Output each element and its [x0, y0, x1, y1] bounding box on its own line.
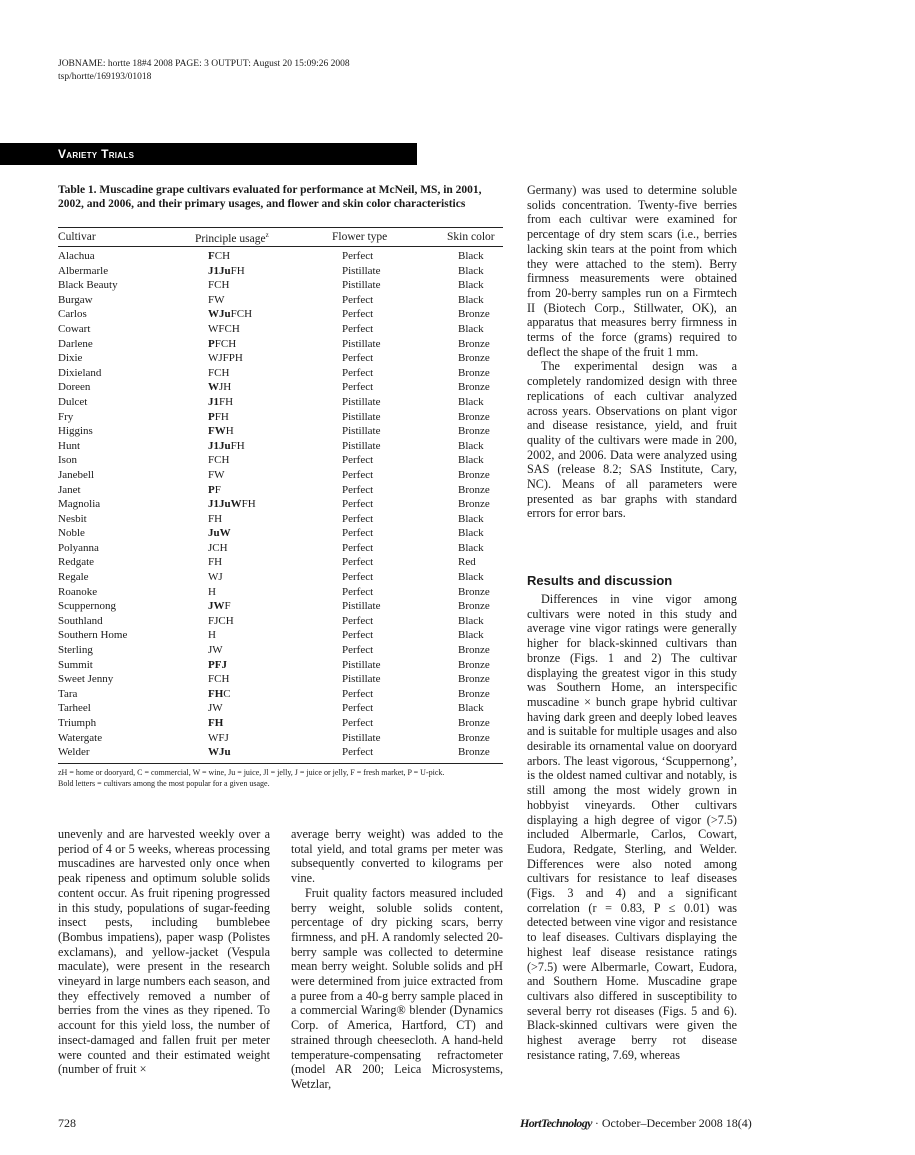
cell-skin: Bronze	[458, 644, 490, 657]
cell-cultivar: Janet	[58, 483, 81, 496]
header-usage: Principle usage$^z$	[195, 231, 269, 245]
cell-flower: Pistillate	[342, 600, 381, 613]
table-row	[58, 599, 503, 614]
cell-usage	[208, 453, 229, 468]
cell-flower: Perfect	[342, 483, 374, 496]
cell-usage	[208, 395, 233, 410]
paragraph: Fruit quality factors measured included berry weight, soluble solids content, percentage of dry picking scars, berry firmness, and pH. A randomly selected 20-berry sample was collected to determine mean berry weight. Soluble solids and pH were determined from juice extracted from a puree from a 40-g berry sample placed in a commercial Waring® blender (Dynamics Corp. of America, Hartford, CT) and strained through cheesecloth. A hand-held temperature-compensating refractometer (model AR 200; Leica Microsystems, Wetzlar,	[291, 885, 503, 1091]
cell-skin: Black	[458, 322, 484, 335]
cell-usage	[208, 439, 245, 454]
usage-bold: WJu	[208, 746, 231, 759]
cell-skin: Bronze	[458, 410, 490, 423]
cell-cultivar: Alachua	[58, 250, 95, 262]
cell-skin: Bronze	[458, 731, 490, 744]
cell-usage	[208, 307, 252, 322]
cell-usage	[208, 672, 229, 687]
cell-flower: Pistillate	[342, 395, 381, 408]
cell-usage	[208, 658, 227, 673]
cell-usage	[208, 278, 229, 293]
cell-skin: Bronze	[458, 468, 490, 481]
body-column-3-bottom	[527, 592, 737, 1063]
table-footnote	[58, 767, 508, 789]
table-header-rule	[58, 246, 503, 247]
cell-skin: Bronze	[458, 585, 490, 598]
cell-flower: Perfect	[342, 585, 374, 598]
cell-cultivar: Sweet Jenny	[58, 673, 114, 686]
cell-flower: Perfect	[342, 468, 374, 481]
usage-rest: H	[208, 629, 216, 642]
cell-usage	[208, 264, 245, 279]
table-row	[58, 512, 503, 527]
cell-usage	[208, 731, 229, 746]
usage-bold: J1JuW	[208, 498, 242, 511]
cell-flower: Pistillate	[342, 731, 381, 744]
table-row	[58, 293, 503, 308]
cell-flower: Pistillate	[342, 264, 381, 277]
journal-brand: HortTechnology	[520, 1116, 592, 1130]
usage-rest: FCH	[208, 366, 230, 379]
section-heading: Results and discussion	[527, 573, 673, 588]
cell-skin: Black	[458, 439, 484, 452]
cell-usage	[208, 614, 234, 629]
cell-flower: Perfect	[342, 293, 374, 306]
usage-bold: F	[208, 250, 215, 262]
header-skin: Skin color	[447, 231, 495, 243]
usage-rest: FH	[208, 556, 223, 569]
cell-cultivar: Doreen	[58, 381, 91, 394]
cell-skin: Bronze	[458, 600, 490, 613]
cell-flower: Perfect	[342, 512, 374, 525]
cell-flower: Pistillate	[342, 337, 381, 350]
cell-usage	[208, 351, 243, 366]
usage-bold: WJu	[208, 308, 231, 321]
cell-flower: Perfect	[342, 352, 374, 365]
usage-rest: JH	[219, 381, 232, 394]
cell-flower: Pistillate	[342, 658, 381, 671]
footnote-bold: Bold letters = cultivars among the most popular for a given usage.	[58, 779, 270, 788]
cell-usage	[208, 701, 223, 716]
cell-flower: Pistillate	[342, 425, 381, 438]
usage-rest: JW	[208, 644, 223, 657]
table-row	[58, 307, 503, 322]
cell-skin: Bronze	[458, 366, 490, 379]
table-row	[58, 628, 503, 643]
table-row	[58, 322, 503, 337]
cell-cultivar: Burgaw	[58, 293, 93, 306]
cell-usage	[208, 628, 216, 643]
cell-cultivar: Tarheel	[58, 702, 91, 715]
body-column-3-top	[527, 183, 737, 521]
cell-usage	[208, 322, 240, 337]
usage-rest: FCH	[230, 308, 253, 321]
cell-cultivar: Nesbit	[58, 512, 87, 525]
cell-cultivar: Janebell	[58, 468, 95, 481]
cell-flower: Perfect	[342, 614, 374, 627]
cell-usage	[208, 716, 223, 731]
table-row	[58, 380, 503, 395]
cell-flower: Perfect	[342, 556, 374, 569]
table-row	[58, 351, 503, 366]
table-row	[58, 410, 503, 425]
job-line: JOBNAME: hortte 18#4 2008 PAGE: 3 OUTPUT: August 20 15:09:26 2008	[58, 59, 350, 69]
cell-usage	[208, 526, 231, 541]
usage-bold: P	[208, 483, 215, 496]
table-row	[58, 337, 503, 352]
usage-bold: FW	[208, 425, 226, 438]
cell-usage	[208, 366, 229, 381]
usage-rest: FH	[230, 439, 245, 452]
cell-skin: Black	[458, 541, 484, 554]
cell-flower: Perfect	[342, 454, 374, 467]
table-top-rule	[58, 227, 503, 228]
usage-rest: FCH	[214, 337, 237, 350]
cell-skin: Black	[458, 512, 484, 525]
cell-skin: Bronze	[458, 425, 490, 438]
cell-skin: Bronze	[458, 717, 490, 729]
cell-cultivar: Fry	[58, 410, 74, 423]
table-row	[58, 672, 503, 687]
cell-skin: Bronze	[458, 673, 490, 686]
table-row	[58, 424, 503, 439]
table-row	[58, 366, 503, 381]
usage-rest: F	[224, 600, 231, 613]
cell-flower: Pistillate	[342, 279, 381, 292]
footnote-abbrev: zH = home or dooryard, C = commercial, W = wine, Ju = juice, Jl = jelly, J = juice or jelly, F = fresh market, P = U-pick.	[58, 768, 445, 777]
table-row	[58, 658, 503, 673]
cell-skin: Bronze	[458, 381, 490, 394]
body-column-1	[58, 827, 270, 1077]
cell-flower: Perfect	[342, 644, 374, 657]
usage-rest: FW	[208, 293, 225, 306]
usage-rest: FH	[230, 264, 245, 277]
table-row	[58, 439, 503, 454]
cell-cultivar: Dulcet	[58, 395, 88, 408]
table-row	[58, 541, 503, 556]
cell-usage	[208, 585, 216, 600]
cell-cultivar: Sterling	[58, 644, 93, 657]
usage-bold: J1	[208, 395, 219, 408]
table-row	[58, 453, 503, 468]
table-row	[58, 395, 503, 410]
cell-skin: Bronze	[458, 337, 490, 350]
cell-skin: Black	[458, 614, 484, 627]
cell-skin: Bronze	[458, 483, 490, 496]
cell-usage	[208, 570, 223, 585]
usage-rest: FH	[219, 395, 234, 408]
table-caption: Table 1. Muscadine grape cultivars evaluated for performance at McNeil, MS, in 2001, 2002, and 2006, and their primary usages, and flower and skin color characteristics	[58, 184, 482, 210]
cell-skin: Black	[458, 702, 484, 715]
cell-cultivar: Regale	[58, 571, 89, 584]
cell-skin: Black	[458, 264, 484, 277]
table-row	[58, 687, 503, 702]
cell-cultivar: Welder	[58, 746, 90, 759]
cell-flower: Perfect	[342, 322, 374, 335]
cell-skin: Black	[458, 395, 484, 408]
cell-flower: Perfect	[342, 527, 374, 540]
cell-cultivar: Noble	[58, 527, 85, 540]
table-row	[58, 731, 503, 746]
usage-rest: FW	[208, 468, 225, 481]
cell-usage	[208, 468, 225, 483]
cell-skin: Black	[458, 250, 484, 262]
usage-bold: FH	[208, 717, 224, 729]
usage-bold: JuW	[208, 527, 231, 540]
cell-flower: Perfect	[342, 687, 374, 700]
usage-bold: P	[208, 410, 215, 423]
table-row	[58, 278, 503, 293]
cell-cultivar: Magnolia	[58, 498, 101, 511]
cell-flower: Perfect	[342, 629, 374, 642]
table-row	[58, 555, 503, 570]
journal-issue: · October–December 2008 18(4)	[591, 1116, 752, 1130]
paragraph: Germany) was used to determine soluble solids concentration. Twenty-five berries from each cultivar were examined for percentage of dry stem scars (i.e., berries lacking skin tears at the point from which they were attached to the stem). Berry firmness measurements were obtained from 20-berry samples run on a Firmtech II (Biotech Corp., Stillwater, OK), an apparatus that measures berry firmness in terms of the force (grams) required to deflect the shape of the fruit 1 mm.	[527, 183, 737, 359]
usage-rest: WFJ	[208, 731, 229, 744]
cell-cultivar: Polyanna	[58, 541, 99, 554]
cell-usage	[208, 745, 231, 760]
usage-bold: FH	[208, 687, 224, 700]
cell-usage	[208, 483, 221, 498]
cell-cultivar: Cowart	[58, 322, 91, 335]
cell-flower: Pistillate	[342, 673, 381, 686]
page-number: 728	[58, 1116, 76, 1130]
cell-cultivar: Roanoke	[58, 585, 98, 598]
cell-usage	[208, 687, 231, 702]
usage-rest: H	[225, 425, 234, 438]
cell-cultivar: Watergate	[58, 731, 103, 744]
cell-usage	[208, 643, 223, 658]
usage-rest: FJCH	[208, 614, 234, 627]
cell-flower: Perfect	[342, 498, 374, 511]
cell-cultivar: Carlos	[58, 308, 87, 321]
usage-rest: JCH	[208, 541, 228, 554]
cell-usage	[208, 249, 230, 264]
usage-bold: P	[208, 337, 215, 350]
cell-flower: Perfect	[342, 717, 374, 729]
table-row	[58, 716, 503, 731]
table-row	[58, 468, 503, 483]
cell-flower: Perfect	[342, 571, 374, 584]
cell-cultivar: Scuppernong	[58, 600, 117, 613]
usage-bold: J1Ju	[208, 264, 231, 277]
usage-rest: C	[223, 687, 231, 700]
cell-usage	[208, 424, 234, 439]
table-row	[58, 701, 503, 716]
table-row	[58, 249, 503, 264]
cell-skin: Bronze	[458, 352, 490, 365]
cell-flower: Perfect	[342, 541, 374, 554]
cell-usage	[208, 599, 231, 614]
header-flower: Flower type	[332, 231, 388, 243]
cell-flower: Pistillate	[342, 439, 381, 452]
usage-rest: FCH	[208, 279, 230, 292]
cell-usage	[208, 497, 256, 512]
cell-usage	[208, 337, 236, 352]
cell-cultivar: Hunt	[58, 439, 80, 452]
body-column-2	[291, 827, 503, 1092]
cell-usage	[208, 555, 222, 570]
table-body	[58, 249, 503, 760]
cell-skin: Black	[458, 293, 484, 306]
table-row	[58, 585, 503, 600]
usage-rest: FCH	[208, 673, 230, 686]
cell-usage	[208, 380, 231, 395]
table-bottom-rule	[58, 763, 503, 764]
cell-skin: Bronze	[458, 498, 490, 511]
paragraph: average berry weight) was added to the total yield, and total grams per meter was subsequently converted to kilograms per vine.	[291, 827, 503, 886]
usage-rest: FCH	[208, 454, 230, 467]
cell-flower: Perfect	[342, 250, 374, 262]
paragraph: Differences in vine vigor among cultivars were noted in this study and average vine vigor ratings were generally higher for black-skinned cultivars than bronze (Figs. 1 and 2) The cultivar displaying the greatest vigor in this study was Southern Home, an interspecific muscadine × bunch grape hybrid cultivar having dark green and deeply lobed leaves and is suitable for multiple usages and also desirable its ornamental value on dooryard arbors. The least vigorous, ‘Scuppernong’, is the oldest named cultivar and notably, is still among the most widely grown in hobbyist vineyards. Other cultivars displaying a high degree of vigor (>7.5) included Albermarle, Carlos, Cowart, Eudora, Redgate, Sterling, and Welder. Differences were also noted among cultivars for resistance to leaf diseases (Figs. 3 and 4) and a significant correlation (r = 0.83, P ≤ 0.01) was detected between vine vigor and resistance to leaf diseases. Cultivars displaying the highest leaf disease resistance ratings (>7.5) were Albermarle, Cowart, Eudora, and Southern Home. Muscadine grape cultivars also differed in susceptibility to several berry rot diseases (Figs. 5 and 6). Black-skinned cultivars were given the highest average berry rot disease resistance rating, 7.69, whereas	[527, 592, 737, 1062]
usage-rest: F	[214, 483, 221, 496]
paragraph: The experimental design was a completely randomized design with three replications of each cultivar analyzed across years. Observations on plant vigor and disease resistance, yield, and fruit quality of the cultivars were made in 200, 2002, and 2006. Data were analyzed using SAS (release 8.2; SAS Institute, Cary, NC). Means of all parameters were presented as bar graphs with standard errors for error bars.	[527, 359, 737, 521]
cell-cultivar: Darlene	[58, 337, 93, 350]
cell-skin: Red	[458, 556, 476, 569]
cell-skin: Black	[458, 454, 484, 467]
usage-rest: H	[208, 585, 216, 598]
cell-skin: Bronze	[458, 687, 490, 700]
cell-cultivar: Ison	[58, 454, 77, 467]
cell-skin: Black	[458, 527, 484, 540]
cell-cultivar: Summit	[58, 658, 93, 671]
cell-cultivar: Southland	[58, 614, 103, 627]
cell-cultivar: Higgins	[58, 425, 93, 438]
cell-usage	[208, 512, 222, 527]
usage-rest: CH	[214, 250, 231, 262]
usage-bold: JW	[208, 600, 225, 613]
cell-flower: Perfect	[342, 746, 374, 759]
usage-rest: WJ	[208, 571, 223, 584]
cell-cultivar: Black Beauty	[58, 279, 118, 292]
table-row	[58, 497, 503, 512]
cell-cultivar: Dixieland	[58, 366, 102, 379]
cell-skin: Bronze	[458, 746, 490, 759]
table-row	[58, 264, 503, 279]
cell-cultivar: Albermarle	[58, 264, 109, 277]
table-row	[58, 643, 503, 658]
table-row	[58, 526, 503, 541]
cell-skin: Black	[458, 279, 484, 292]
section-title: Variety Trials	[0, 143, 417, 165]
cell-flower: Pistillate	[342, 410, 381, 423]
table-row	[58, 483, 503, 498]
cell-cultivar: Dixie	[58, 352, 83, 365]
usage-rest: WJFPH	[208, 352, 243, 365]
cell-skin: Bronze	[458, 658, 490, 671]
cell-cultivar: Redgate	[58, 556, 95, 569]
table-row	[58, 614, 503, 629]
job-header	[58, 58, 350, 84]
cell-flower: Perfect	[342, 308, 374, 321]
usage-rest: JW	[208, 702, 223, 715]
usage-bold: W	[208, 381, 219, 394]
table-row	[58, 745, 503, 760]
usage-rest: FH	[214, 410, 229, 423]
cell-flower: Perfect	[342, 366, 374, 379]
cell-skin: Bronze	[458, 308, 490, 321]
usage-rest: WFCH	[208, 322, 240, 335]
cell-cultivar: Tara	[58, 687, 78, 700]
usage-bold: PFJ	[208, 658, 227, 671]
usage-rest: FH	[208, 512, 223, 525]
table-header	[58, 231, 503, 245]
usage-rest: FH	[241, 498, 256, 511]
cell-usage	[208, 293, 225, 308]
cell-flower: Perfect	[342, 381, 374, 394]
cell-usage	[208, 541, 228, 556]
header-cultivar: Cultivar	[58, 231, 96, 243]
table-row	[58, 570, 503, 585]
usage-bold: J1Ju	[208, 439, 231, 452]
cell-cultivar: Triumph	[58, 717, 97, 729]
cell-usage	[208, 410, 229, 425]
cell-cultivar: Southern Home	[58, 629, 128, 642]
job-path: tsp/hortte/169193/01018	[58, 72, 152, 82]
cell-flower: Perfect	[342, 702, 374, 715]
paragraph: unevenly and are harvested weekly over a period of 4 or 5 weeks, whereas processing muscadines are harvested only once when peak ripeness and optimum soluble solids content occur. As fruit ripening progressed in this study, populations of sugar-feeding insect pests, including bumblebee (Bombus impatiens), paper wasp (Polistes exclamans), and yellow-jacket (Vespula maculate), were present in the research vineyard in large numbers each season, and they effectively removed a number of berries from the vines as they ripened. To account for this yield loss, the number of insect-damaged and fallen fruit per meter were counted and their estimated weight (number of fruit ×	[58, 827, 270, 1077]
journal-footer	[520, 1116, 752, 1131]
cell-skin: Black	[458, 629, 484, 642]
cell-skin: Black	[458, 571, 484, 584]
